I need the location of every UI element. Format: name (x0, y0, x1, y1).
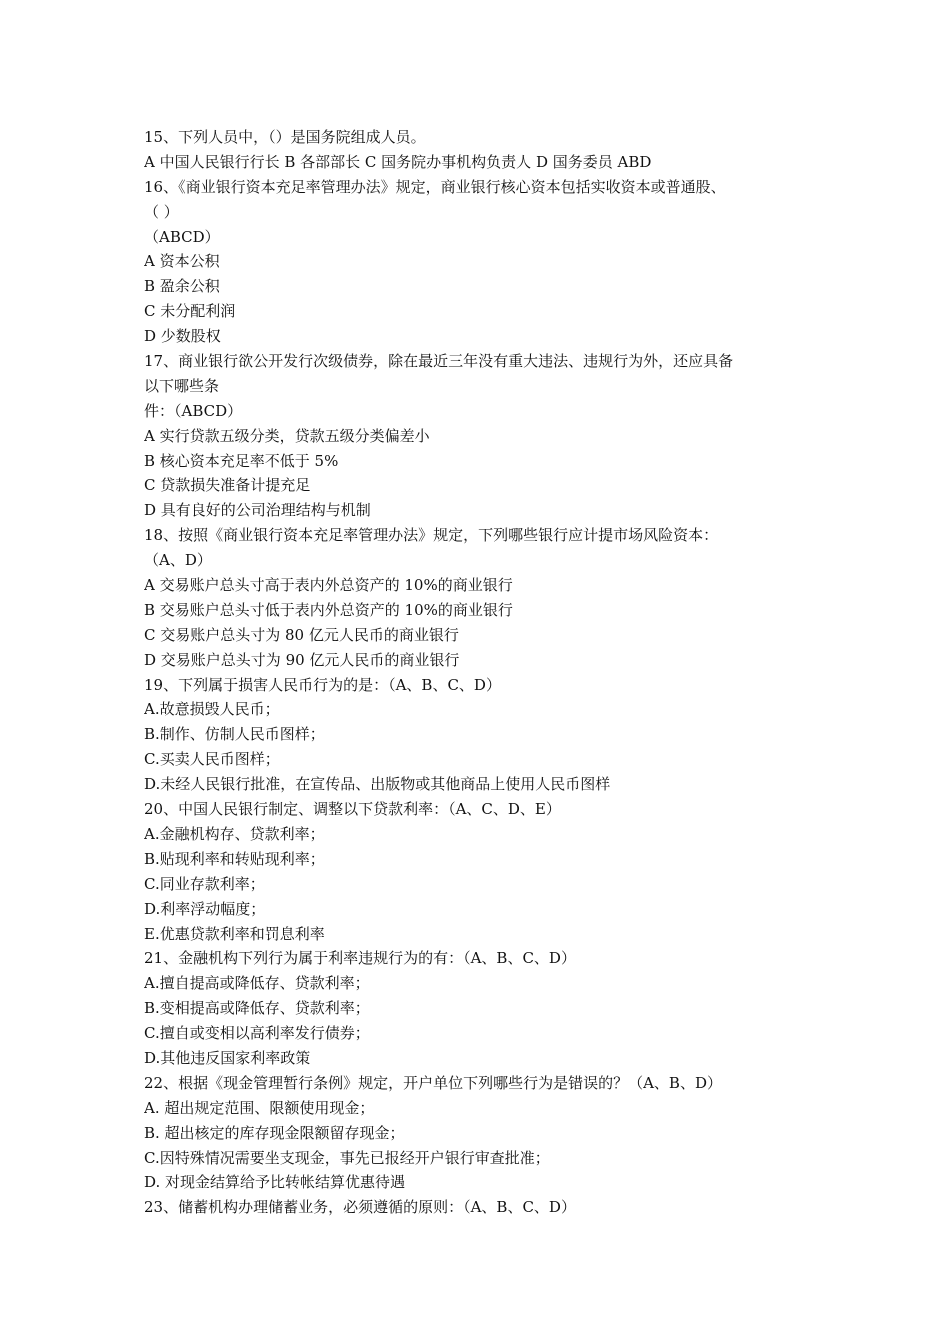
text-line: D 少数股权 (144, 327, 221, 346)
text-line: 19、下列属于损害人民币行为的是：（A、B、C、D） (144, 675, 501, 694)
text-line: （ ） (144, 202, 179, 221)
text-line: A 资本公积 (144, 252, 220, 271)
text-line: 21、金融机构下列行为属于利率违规行为的有：（A、B、C、D） (144, 949, 576, 968)
text-line: B 交易账户总头寸低于表内外总资产的 10%的商业银行 (144, 600, 513, 619)
text-line: 17、商业银行欲公开发行次级债券，除在最近三年没有重大违法、违规行为外，还应具备 (144, 352, 734, 371)
text-line: D. 对现金结算给予比转帐结算优惠待遇 (144, 1173, 406, 1192)
text-line: D.利率浮动幅度； (144, 899, 266, 918)
text-line: （A、D） (144, 551, 212, 570)
text-line: C.因特殊情况需要坐支现金，事先已报经开户银行审查批准； (144, 1148, 550, 1167)
text-line: A.金融机构存、贷款利率； (144, 824, 325, 843)
text-line: B.制作、仿制人民币图样； (144, 725, 325, 744)
text-line: D.未经人民银行批准，在宣传品、出版物或其他商品上使用人民币图样 (144, 775, 611, 794)
text-line: D.其他违反国家利率政策 (144, 1048, 311, 1067)
text-line: C.同业存款利率； (144, 874, 265, 893)
text-line: D 具有良好的公司治理结构与机制 (144, 501, 371, 520)
text-line: （ABCD） (144, 227, 220, 246)
text-line: 18、按照《商业银行资本充足率管理办法》规定，下列哪些银行应计提市场风险资本： (144, 526, 719, 545)
text-line: A 中国人民银行行长 B 各部部长 C 国务院办事机构负责人 D 国务委员 ABD (144, 152, 652, 171)
text-line: C 交易账户总头寸为 80 亿元人民币的商业银行 (144, 625, 459, 644)
text-line: 16、《商业银行资本充足率管理办法》规定，商业银行核心资本包括实收资本或普通股、 (144, 177, 726, 196)
text-line: B. 超出核定的库存现金限额留存现金； (144, 1123, 405, 1142)
text-line: A 交易账户总头寸高于表内外总资产的 10%的商业银行 (144, 576, 513, 595)
text-line: C.买卖人民币图样； (144, 750, 280, 769)
text-line: A.故意损毁人民币； (144, 700, 280, 719)
text-line: 23、储蓄机构办理储蓄业务，必须遵循的原则：（A、B、C、D） (144, 1198, 576, 1217)
text-line: 件：（ABCD） (144, 401, 243, 420)
document-body (144, 125, 814, 1220)
text-line: 20、中国人民银行制定、调整以下贷款利率：（A、C、D、E） (144, 800, 561, 819)
text-line: C 未分配利润 (144, 302, 236, 321)
text-line: E.优惠贷款利率和罚息利率 (144, 924, 325, 943)
text-line: 15、下列人员中，（）是国务院组成人员。 (144, 128, 426, 146)
text-line: D 交易账户总头寸为 90 亿元人民币的商业银行 (144, 650, 460, 669)
text-line: C.擅自或变相以高利率发行债券； (144, 1024, 370, 1043)
text-line: A 实行贷款五级分类，贷款五级分类偏差小 (144, 426, 430, 445)
text-line: 22、根据《现金管理暂行条例》规定，开户单位下列哪些行为是错误的？（A、B、D） (144, 1073, 722, 1092)
text-line: A.擅自提高或降低存、贷款利率； (144, 974, 370, 993)
text-line: 以下哪些条 (144, 376, 220, 395)
text-line: B 核心资本充足率不低于 5% (144, 451, 339, 470)
text-line: A. 超出规定范围、限额使用现金； (144, 1098, 375, 1117)
text-line: C 贷款损失准备计提充足 (144, 476, 311, 495)
text-line: B.贴现利率和转贴现利率； (144, 849, 325, 868)
text-line: B.变相提高或降低存、贷款利率； (144, 999, 370, 1018)
text-line: B 盈余公积 (144, 277, 220, 296)
